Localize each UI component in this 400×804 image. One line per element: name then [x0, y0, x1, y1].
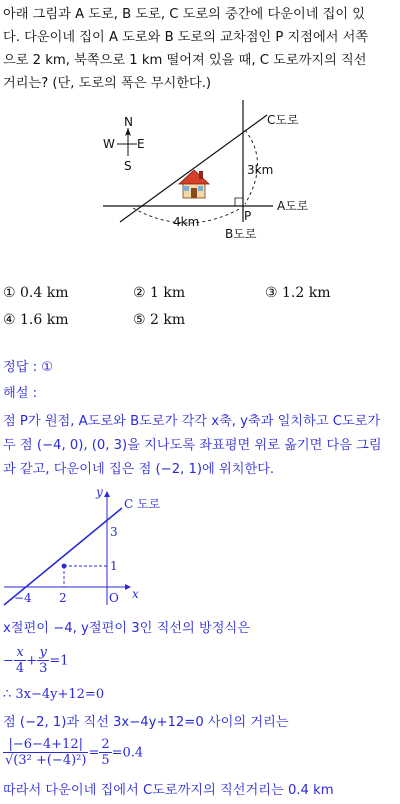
tick-3: 3: [110, 525, 118, 539]
question-line: 아래 그림과 A 도로, B 도로, C 도로의 중간에 다운이네 집이 있: [3, 7, 366, 22]
road-b-label: B도로: [225, 227, 257, 241]
vertical-distance-label: 3km: [247, 163, 274, 177]
explanation-heading: 해설 :: [3, 386, 38, 401]
eq1-plus: +: [26, 653, 38, 669]
road-a-label: A도로: [277, 199, 309, 213]
house-point: [62, 564, 67, 569]
tick-neg4: −4: [14, 591, 32, 605]
right-angle-mark: [235, 198, 243, 206]
tick-2: 2: [59, 591, 67, 605]
option-3[interactable]: ③ 1.2 km: [265, 285, 331, 301]
option-2[interactable]: ② 1 km: [133, 285, 186, 301]
road-map-figure: [95, 100, 310, 242]
x-axis-label: x: [132, 587, 139, 601]
conclusion: 따라서 다운이네 집에서 C도로까지의 직선거리는 0.4 km: [3, 783, 334, 798]
question-line: 으로 2 km, 북쪽으로 1 km 떨어져 있을 때, C 도로까지의 직선: [3, 53, 367, 68]
house-icon: [179, 170, 209, 198]
explanation-line: 두 점 (−4, 0), (0, 3)을 지나도록 좌표평면 위로 옮기면 다음 그림: [3, 438, 382, 453]
explanation-paragraph: [3, 410, 399, 482]
y-over-3-fraction: $\frac{y}{3}$: [39, 645, 48, 676]
coordinate-plane-figure: [0, 480, 160, 610]
distance-formula: [3, 738, 143, 768]
explanation-line: 점 P가 원점, A도로와 B도로가 각각 x축, y축과 일치하고 C도로가: [3, 414, 381, 429]
question-line: 거리는? (단, 도로의 폭은 무시한다.): [3, 76, 212, 91]
distance-fraction: $\frac{|-6-4+12|}{\text{√(3² +(−4)²)}}$: [5, 737, 87, 768]
line-equation: ∴ 3x−4y+12=0: [3, 687, 105, 702]
question-text: [3, 3, 397, 95]
road-c-graph-label: C 도로: [124, 497, 160, 511]
question-line: 다. 다운이네 집이 A 도로와 B 도로의 교차점인 P 지점에서 서쪽: [3, 30, 369, 45]
compass-e: E: [137, 137, 145, 151]
option-4[interactable]: ④ 1.6 km: [3, 312, 69, 328]
distance-eq1: =: [88, 745, 100, 761]
compass-s: S: [124, 159, 132, 173]
y-axis-label: y: [96, 485, 103, 499]
intercept-equation: [3, 646, 69, 676]
eq1-suffix: =1: [49, 653, 69, 669]
tick-1: 1: [110, 559, 118, 573]
eq1-prefix: −: [3, 653, 14, 669]
compass-n: N: [124, 115, 133, 129]
distance-eq2: =0.4: [111, 745, 144, 761]
compass-w: W: [103, 137, 115, 151]
horizontal-distance-label: 4km: [173, 215, 200, 229]
x-over-4-fraction: $\frac{x}{4}$: [15, 645, 25, 676]
result-fraction: $\frac{2}{5}$: [101, 737, 110, 768]
option-1[interactable]: ① 0.4 km: [3, 285, 69, 301]
option-5[interactable]: ⑤ 2 km: [133, 312, 186, 328]
answer-label: 정답 : ①: [3, 360, 54, 375]
explanation-line: 과 같고, 다운이네 집은 점 (−2, 1)에 위치한다.: [3, 462, 275, 477]
distance-sentence: 점 (−2, 1)과 직선 3x−4y+12=0 사이의 거리는: [3, 715, 289, 730]
road-c-label: C도로: [267, 113, 299, 127]
point-p-label: P: [244, 209, 252, 223]
intercept-sentence: x절편이 −4, y절편이 3인 직선의 방정식은: [3, 621, 250, 636]
origin-label: O: [109, 591, 119, 605]
